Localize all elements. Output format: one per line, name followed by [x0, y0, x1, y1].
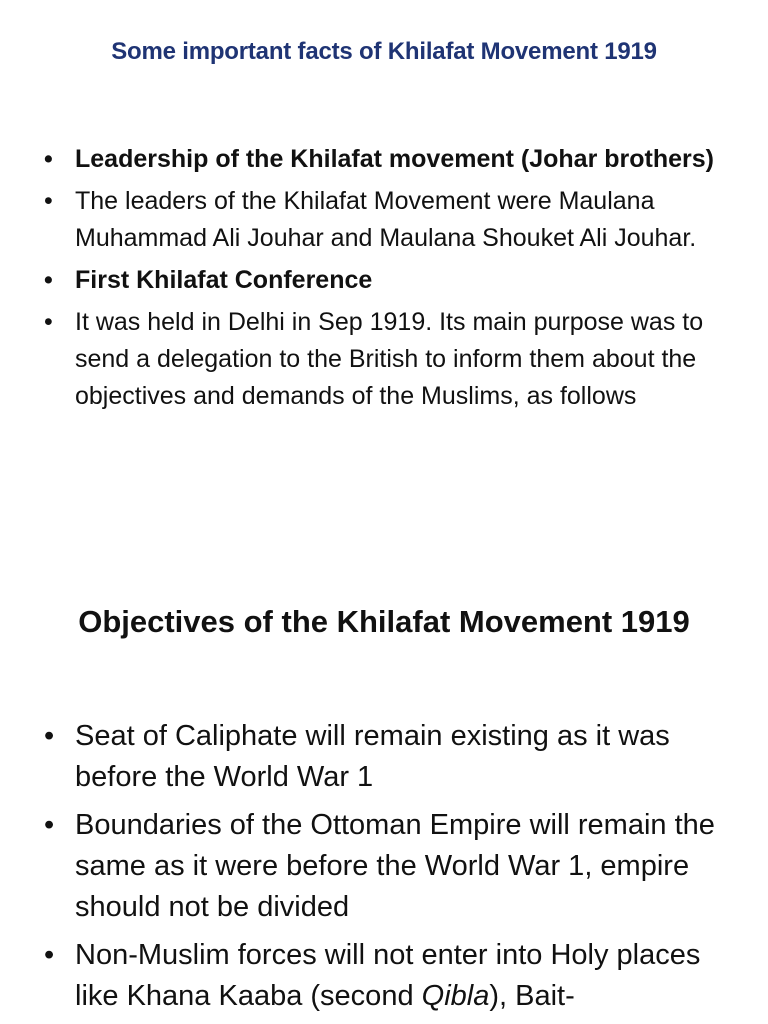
bullet-icon: •	[44, 809, 55, 841]
fact-heading-conference: First Khilafat Conference	[75, 266, 373, 294]
objective-holy-places-italic: Qibla	[421, 980, 490, 1012]
bullet-icon: •	[44, 720, 55, 752]
list-item	[0, 183, 735, 257]
objective-boundaries: Boundaries of the Ottoman Empire will remain the same as it were before the World War 1, empire should not be divided	[75, 809, 715, 923]
fact-text-leaders: The leaders of the Khilafat Movement were Maulana Muhammad Ali Jouhar and Maulana Shouket Ali Jouhar.	[75, 187, 697, 252]
bullet-icon: •	[44, 308, 53, 336]
bullet-icon: •	[44, 145, 53, 173]
list-item	[0, 716, 725, 798]
list-item	[0, 304, 735, 415]
objective-holy-places-text: Non-Muslim forces will not enter into Holy places like Khana Kaaba (second	[75, 939, 701, 1012]
facts-list	[0, 141, 735, 420]
objective-holy-places-text-end: ), Bait-	[489, 980, 575, 1012]
list-item	[0, 805, 725, 928]
list-item	[0, 935, 725, 1017]
fact-heading-leadership: Leadership of the Khilafat movement (Johar brothers)	[75, 145, 714, 173]
fact-text-conference: It was held in Delhi in Sep 1919. Its main purpose was to send a delegation to the British to inform them about the objectives and demands of the Muslims, as follows	[75, 308, 704, 410]
bullet-icon: •	[44, 939, 55, 971]
objectives-list	[0, 716, 725, 1024]
list-item	[0, 262, 735, 299]
objective-holy-places	[75, 939, 700, 1012]
objectives-heading: Objectives of the Khilafat Movement 1919	[78, 604, 690, 639]
bullet-icon: •	[44, 187, 53, 215]
page-title: Some important facts of Khilafat Movement 1919	[111, 38, 657, 65]
list-item	[0, 141, 735, 178]
bullet-icon: •	[44, 266, 53, 294]
objective-caliphate: Seat of Caliphate will remain existing as it was before the World War 1	[75, 720, 670, 793]
